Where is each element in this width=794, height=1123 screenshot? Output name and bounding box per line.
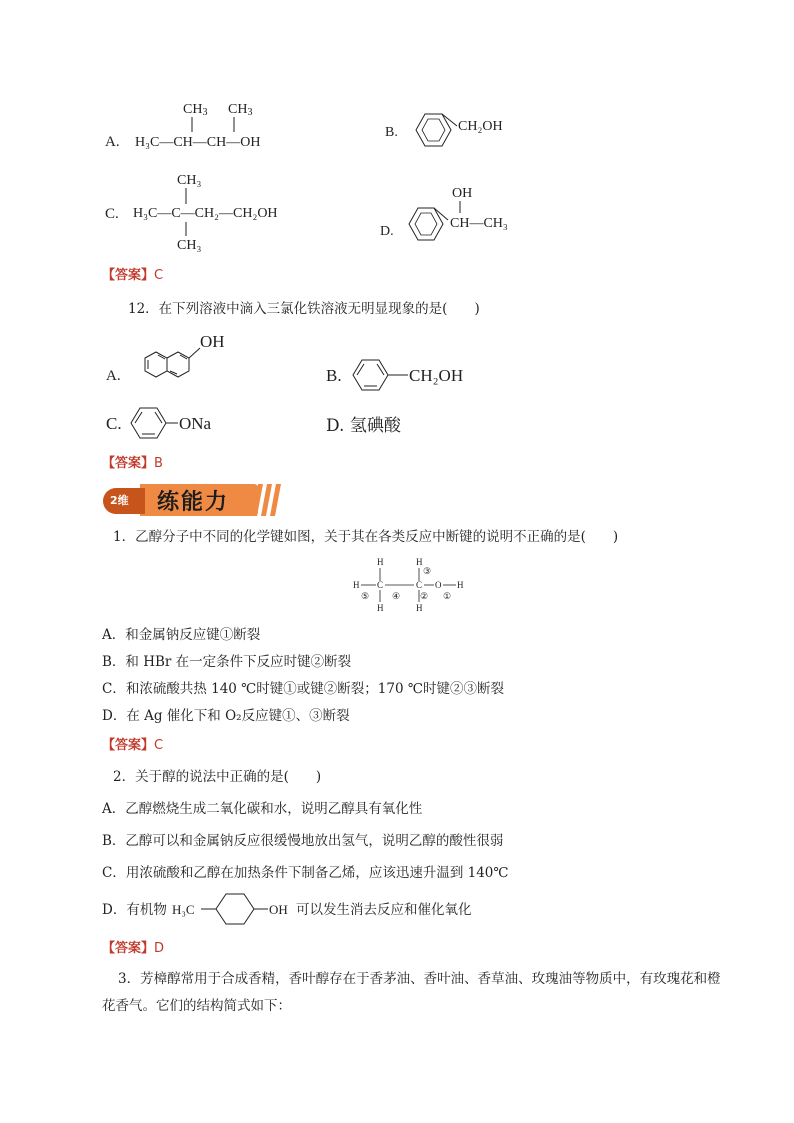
banner-stripes-icon — [252, 484, 282, 516]
q11-D-label: D. — [380, 224, 394, 239]
p2-option-d-structure — [170, 890, 300, 928]
cyclohexane-ring-icon — [216, 894, 254, 924]
q12-B-group: CH₂OH — [409, 366, 464, 385]
q12-A-oh: OH — [200, 332, 225, 351]
q11-A-label: A. — [105, 134, 120, 150]
benzene-ring-icon — [409, 208, 443, 240]
atom-h: H — [457, 580, 464, 590]
q11-B-label: B. — [385, 125, 398, 140]
q11-C-chain: H₃C—C—CH₂—CH₂OH — [133, 206, 278, 221]
p2-d-oh: OH — [269, 902, 288, 917]
bond-2: ② — [420, 591, 429, 601]
atom-c2: C — [416, 580, 423, 590]
atom-h: H — [416, 603, 423, 613]
q11-A-methyl-1: CH3 — [183, 102, 208, 118]
q12-answer — [102, 452, 163, 471]
atom-h: H — [353, 580, 360, 590]
answer-label: 【答案】 — [102, 738, 155, 753]
p1-option-c: C．和浓硫酸共热 140 ℃时键①或键②断裂；170 ℃时键②③断裂 — [102, 681, 504, 697]
q12-B-label: B. — [326, 366, 342, 385]
q12-D-text: 氢碘酸 — [349, 416, 401, 436]
ethanol-bond-diagram — [350, 552, 470, 614]
section-banner-title: 练能力 — [157, 490, 230, 515]
q11-structure-A — [100, 96, 330, 156]
p2-stem: 2．关于醇的说法中正确的是( ) — [113, 769, 322, 785]
p1-answer — [102, 734, 163, 753]
q11-A-methyl-2: CH3 — [228, 102, 253, 118]
p3-line-1: 3．芳樟醇常用于合成香精，香叶醇存在于香茅油、香叶油、香草油、玫瑰油等物质中，有玫瑰花和橙 — [118, 971, 721, 987]
p2-option-b: B．乙醇可以和金属钠反应很缓慢地放出氢气，说明乙醇的酸性很弱 — [102, 833, 504, 849]
q11-C-methyl-bottom: CH₃ — [177, 238, 202, 252]
q12-D — [326, 411, 401, 436]
q11-structure-B — [385, 100, 545, 160]
atom-o: O — [435, 580, 442, 590]
atom-c1: C — [377, 580, 384, 590]
atom-h: H — [377, 557, 384, 567]
answer-label: 【答案】 — [102, 456, 155, 471]
q12-stem: 12．在下列溶液中滴入三氯化铁溶液无明显现象的是( ) — [128, 301, 480, 317]
answer-value: B — [154, 456, 163, 471]
answer-value: D — [154, 941, 165, 956]
q11-C-methyl-top: CH₃ — [177, 173, 202, 188]
q12-C-group: ONa — [179, 414, 212, 433]
p2-d-h3c: H₃C — [172, 902, 195, 917]
q11-structure-C — [100, 168, 330, 252]
answer-label: 【答案】 — [102, 941, 155, 956]
naphthalene-ring-icon — [145, 352, 189, 377]
q11-answer — [102, 264, 163, 283]
q12-structure-B — [322, 355, 502, 395]
q11-structure-D — [380, 180, 540, 250]
p2-option-d-prefix: D．有机物 — [102, 902, 167, 918]
answer-value: C — [154, 268, 164, 283]
answer-label: 【答案】 — [102, 268, 155, 283]
q11-C-label: C. — [105, 206, 119, 222]
p2-option-c: C．用浓硫酸和乙醇在加热条件下制备乙烯，应该迅速升温到 140℃ — [102, 865, 509, 881]
q11-D-oh: OH — [452, 186, 473, 201]
p2-option-d-suffix: 可以发生消去反应和催化氧化 — [296, 902, 472, 918]
p1-option-b: B．和 HBr 在一定条件下反应时键②断裂 — [102, 654, 352, 670]
section-banner-tag-text: 2维 — [110, 494, 129, 507]
bond-4: ④ — [392, 591, 401, 601]
benzene-ring-icon — [416, 114, 451, 146]
atom-h: H — [416, 557, 423, 567]
atom-h: H — [377, 603, 384, 613]
q12-structure-C — [100, 403, 270, 443]
p1-option-a: A．和金属钠反应键①断裂 — [102, 627, 261, 643]
p1-option-d: D．在 Ag 催化下和 O₂反应键①、③断裂 — [102, 708, 350, 724]
p1-stem: 1．乙醇分子中不同的化学键如图，关于其在各类反应中断键的说明不正确的是( ) — [113, 529, 619, 545]
p2-answer — [102, 937, 164, 956]
q12-structure-A — [100, 328, 270, 388]
q11-B-group: CH₂OH — [458, 119, 503, 134]
q11-A-chain: H₃C—CH—CH—OH — [135, 135, 261, 150]
p2-option-a: A．乙醇燃烧生成二氧化碳和水，说明乙醇具有氧化性 — [102, 801, 423, 817]
q12-D-label: D. — [326, 416, 345, 436]
q11-D-chain: CH—CH₃ — [450, 216, 508, 231]
benzene-ring-icon — [131, 408, 166, 438]
q12-A-label: A. — [106, 368, 121, 384]
bond-1: ① — [443, 591, 452, 601]
bond-3: ③ — [423, 566, 432, 576]
q12-C-label: C. — [106, 414, 122, 433]
answer-value: C — [154, 738, 164, 753]
p3-line-2: 花香气。它们的结构简式如下： — [102, 998, 291, 1014]
benzene-ring-icon — [353, 360, 388, 390]
bond-5: ⑤ — [361, 591, 370, 601]
